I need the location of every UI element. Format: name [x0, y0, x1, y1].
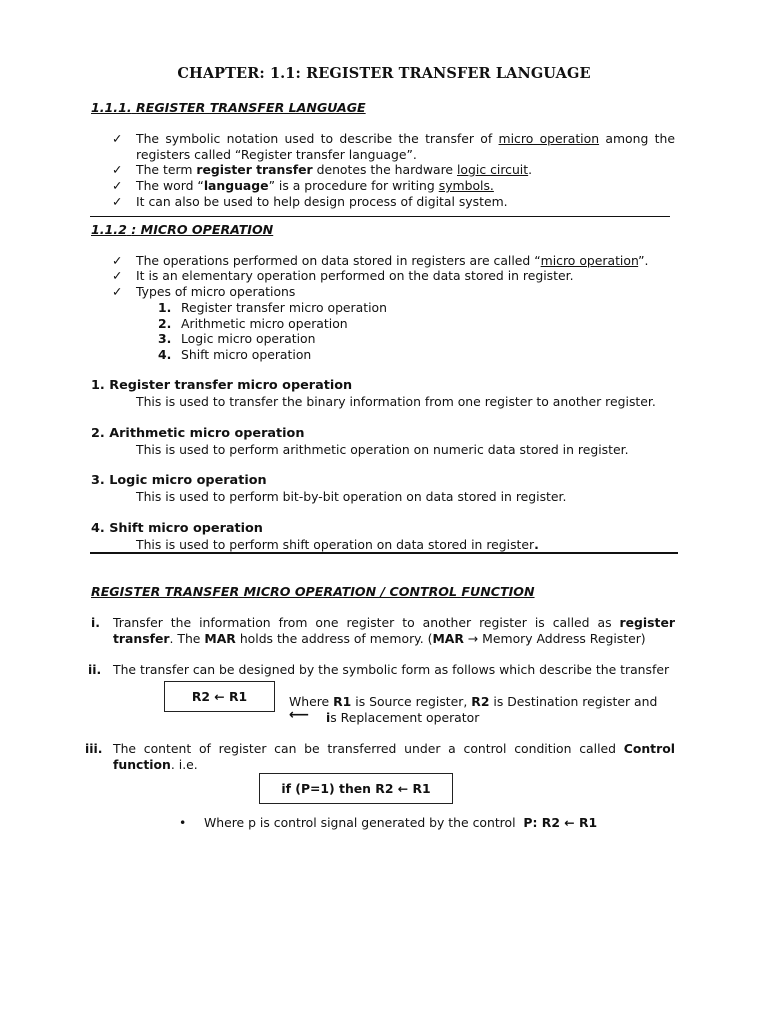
divider — [90, 552, 678, 554]
sec2-bullet-3: Types of micro operations — [136, 284, 296, 299]
left-arrow-icon: ⟵ — [289, 707, 310, 723]
sec1-bullet-4: It can also be used to help design process of digital system. — [136, 194, 508, 209]
definition-heading: 4. Shift micro operation — [91, 521, 263, 536]
control-signal-note: Where p is control signal generated by the control P: R2 ← R1 — [204, 815, 598, 830]
micro-operation-link[interactable]: micro operation — [540, 253, 639, 268]
definition-text: This is used to perform bit-by-bit operation on data stored in register. — [136, 489, 567, 504]
check-icon: ✓ — [112, 178, 123, 193]
section-3-heading: REGISTER TRANSFER MICRO OPERATION / CONTROL FUNCTION — [91, 584, 535, 599]
list-number: 4. — [158, 347, 172, 362]
section-number: 1.1.2 — [91, 222, 127, 237]
check-icon: ✓ — [112, 268, 123, 283]
definition-heading: 3. Logic micro operation — [91, 473, 267, 488]
check-icon: ✓ — [112, 162, 123, 177]
check-icon: ✓ — [112, 131, 123, 146]
list-number: 3. — [158, 331, 172, 346]
section-1-1-2-heading — [91, 222, 273, 237]
micro-operation-link[interactable]: micro operation — [498, 131, 600, 146]
item-i-line-2: transfer. The MAR holds the address of memory. (MAR → Memory Address Register) — [113, 631, 646, 646]
formula-box: R2 ← R1 — [164, 681, 275, 712]
list-item: Logic micro operation — [181, 331, 316, 346]
definition-text: This is used to transfer the binary information from one register to another register. — [136, 394, 656, 409]
section-title: : MICRO OPERATION — [131, 222, 274, 237]
definition-text: This is used to perform shift operation on data stored in register. — [136, 537, 539, 552]
page-title: CHAPTER: 1.1: REGISTER TRANSFER LANGUAGE — [177, 65, 591, 82]
roman-numeral: ii. — [88, 662, 102, 677]
section-1-1-1-heading — [91, 100, 366, 115]
item-iii-line-1: The content of register can be transferred under a control condition called Control — [113, 741, 675, 756]
sec2-bullet-2: It is an elementary operation performed on the data stored in register. — [136, 268, 574, 283]
sec1-bullet-2: The term register transfer denotes the hardware logic circuit. — [136, 162, 533, 177]
list-number: 1. — [158, 300, 172, 315]
check-icon: ✓ — [112, 253, 123, 268]
list-number: 2. — [158, 316, 172, 331]
list-item: Register transfer micro operation — [181, 300, 387, 315]
check-icon: ✓ — [112, 194, 123, 209]
check-icon: ✓ — [112, 284, 123, 299]
formula-explanation-2: is Replacement operator — [326, 710, 480, 725]
symbols-link[interactable]: symbols. — [438, 178, 494, 193]
control-function-box: if (P=1) then R2 ← R1 — [259, 773, 453, 804]
definition-text: This is used to perform arithmetic operation on numeric data stored in register. — [136, 442, 629, 457]
sec2-bullet-1: The operations performed on data stored in registers are called “micro operation”. — [136, 253, 649, 268]
roman-numeral: iii. — [85, 741, 103, 756]
formula-explanation: Where R1 is Source register, R2 is Destination register and — [289, 694, 658, 709]
roman-numeral: i. — [91, 615, 100, 630]
item-i-line-1: Transfer the information from one register to another register is called as register — [113, 615, 675, 630]
item-ii-line-1: The transfer can be designed by the symbolic form as follows which describe the transfer — [113, 662, 670, 677]
sec1-bullet-1-line-1: The symbolic notation used to describe the transfer of micro operation among the — [136, 131, 675, 146]
definition-heading: 2. Arithmetic micro operation — [91, 426, 305, 441]
bullet-icon: • — [179, 815, 187, 830]
sec1-bullet-3: The word “language” is a procedure for writing symbols. — [136, 178, 494, 193]
definition-heading: 1. Register transfer micro operation — [91, 378, 353, 393]
section-title: REGISTER TRANSFER LANGUAGE — [136, 100, 366, 115]
logic-circuit-link[interactable]: logic circuit — [456, 162, 529, 177]
divider — [90, 216, 670, 217]
list-item: Shift micro operation — [181, 347, 312, 362]
sec1-bullet-1-line-2: registers called “Register transfer language”. — [136, 147, 417, 162]
list-item: Arithmetic micro operation — [181, 316, 348, 331]
item-iii-line-2: function. i.e. — [113, 757, 198, 772]
section-number: 1.1.1. — [91, 100, 132, 115]
